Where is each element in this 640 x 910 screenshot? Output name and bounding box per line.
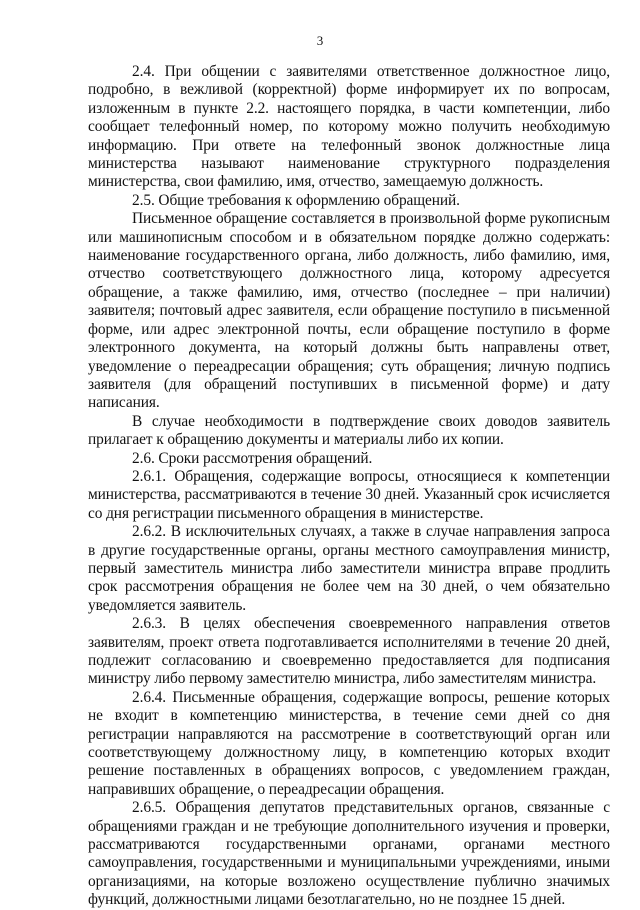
paragraph-2-6-3: 2.6.3. В целях обеспечения своевременного направления ответов заявителям, проект ответа подготавливается исполнителями в течение 20 дней, подлежит согласованию и своевременно предоставляется для подписания министру либо первому заместителю министра, либо заместителям министра. <box>88 615 610 688</box>
paragraph-2-4: 2.4. При общении с заявителями ответственное должностное лицо, подробно, в вежливой (корректной) форме информирует их по вопросам, изложенным в пункте 2.2. настоящего порядка, в части компетенции, либо сообщает телефонный номер, по которому можно получить необходимую информацию. При ответе на телефонный звонок должностные лица министерства называют наименование структурного подразделения министерства, свои фамилию, имя, отчество, замещаемую должность. <box>88 63 610 191</box>
paragraph-supporting-documents: В случае необходимости в подтверждение своих доводов заявитель прилагает к обращению документы и материалы либо их копии. <box>88 412 610 449</box>
paragraph-written-appeal-requirements: Письменное обращение составляется в произвольной форме рукописным или машинописным способом и в обязательном порядке должно содержать: наименование государственного органа, либо должность, либо фамилию, имя, отчество соответствующего должностного лица, которому адресуется обращение, а также фамилию, имя, отчество (последнее – при наличии) заявителя; почтовый адрес заявителя, если обращение поступило в письменной форме, или адрес электронной почты, если обращение поступило в форме электронного документа, на который должны быть направлены ответ, уведомление о переадресации обращения; суть обращения; личную подпись заявителя (для обращений поступивших в письменной форме) и дату написания. <box>88 210 610 412</box>
paragraph-2-6-1: 2.6.1. Обращения, содержащие вопросы, относящиеся к компетенции министерства, рассматриваются в течение 30 дней. Указанный срок исчисляется со дня регистрации письменного обращения в министерстве. <box>88 467 610 522</box>
paragraph-2-5-heading: 2.5. Общие требования к оформлению обращений. <box>132 191 460 209</box>
paragraph-2-6-4: 2.6.4. Письменные обращения, содержащие вопросы, решение которых не входит в компетенцию министерства, в течение семи дней со дня регистрации направляются на рассмотрение в соответствующий орган или соответствующему должностному лицу, в компетенцию которых входит решение поставленных в обращениях вопросов, с уведомлением граждан, направивших обращение, о переадресации обращения. <box>88 688 610 798</box>
document-body <box>88 63 610 910</box>
paragraph-2-6-heading: 2.6. Сроки рассмотрения обращений. <box>132 449 373 467</box>
paragraph-2-6-5: 2.6.5. Обращения депутатов представительных органов, связанные с обращениями граждан и не требующие дополнительного изучения и проверки, рассматриваются государственными органами, органами местного самоуправления, государственными и муниципальными учреждениями, иными организациями, на которые возложено осуществление публично значимых функций, должностными лицами безотлагательно, но не позднее 15 дней. <box>88 799 610 909</box>
paragraph-2-6-2: 2.6.2. В исключительных случаях, а также в случае направления запроса в другие государственные органы, органы местного самоуправления министр, первый заместитель министра либо заместители министра вправе продлить срок рассмотрения обращения не более чем на 30 дней, о чем обязательно уведомляется заявитель. <box>88 523 610 614</box>
page-number: 3 <box>316 33 324 48</box>
